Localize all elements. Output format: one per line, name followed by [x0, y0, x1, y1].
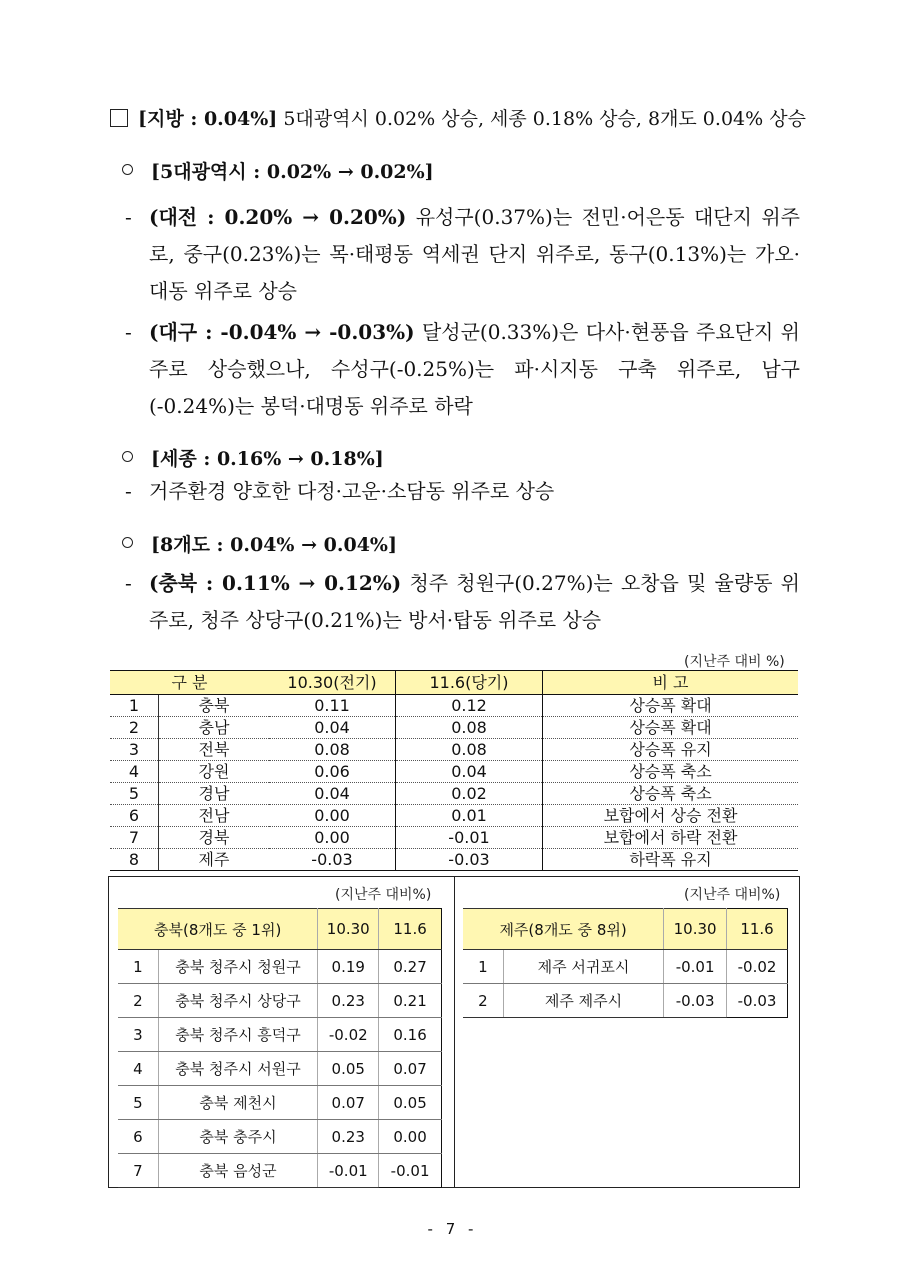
header-prev: 10.30 [318, 909, 379, 950]
table-cell: -0.03 [727, 984, 788, 1018]
table-cell: -0.02 [727, 950, 788, 984]
table-cell: 0.04 [396, 761, 543, 783]
daegu-head: (대구 : -0.04% → -0.03%) [149, 320, 415, 344]
table-cell: -0.03 [396, 849, 543, 871]
table-cell: 보합에서 하락 전환 [543, 827, 799, 849]
table-cell: 1 [110, 695, 159, 717]
chungbuk-paragraph [125, 565, 800, 639]
table-cell: 0.05 [318, 1052, 379, 1086]
table-row [118, 1154, 442, 1188]
table-row [110, 761, 798, 783]
table-row [110, 739, 798, 761]
table-cell: 2 [118, 984, 158, 1018]
table-cell: 6 [110, 805, 159, 827]
dash-bullet: - [125, 320, 132, 344]
table-cell: -0.01 [396, 827, 543, 849]
table-cell: 0.07 [318, 1086, 379, 1120]
table-cell: 7 [118, 1154, 158, 1188]
header-prev: 10.30(전기) [269, 671, 396, 695]
header-region: 충북(8개도 중 1위) [118, 909, 318, 950]
table-cell: 경북 [159, 827, 270, 849]
checkbox-square-icon [110, 109, 128, 127]
table-cell: 0.23 [318, 1120, 379, 1154]
table-cell: 0.06 [269, 761, 396, 783]
table-row [118, 1086, 442, 1120]
table-header-row [118, 909, 442, 950]
sejong-header [122, 444, 384, 471]
table-cell: -0.01 [664, 950, 727, 984]
daejeon-text: 유성구(0.37%)는 전민·어은동 대단지 위주로, 중구(0.23%)는 목·태평동 역세권 단지 위주로, 동구(0.13%)는 가오·대동 위주로 상승 [149, 205, 800, 303]
table-cell: 5 [118, 1086, 158, 1120]
divider [454, 876, 455, 1187]
header-current: 11.6(당기) [396, 671, 543, 695]
table-cell: 2 [463, 984, 503, 1018]
table-cell: 제주 [159, 849, 270, 871]
table-cell: 0.27 [379, 950, 442, 984]
table-cell: 6 [118, 1120, 158, 1154]
table-cell: 충북 청주시 청원구 [158, 950, 318, 984]
table-cell: 제주 서귀포시 [503, 950, 663, 984]
table-row [110, 783, 798, 805]
table-cell: 2 [110, 717, 159, 739]
table-cell: 상승폭 확대 [543, 695, 799, 717]
table-cell: 0.01 [396, 805, 543, 827]
header-note: 비 고 [543, 671, 799, 695]
table-row [118, 1120, 442, 1154]
table-cell: 충북 음성군 [158, 1154, 318, 1188]
header-prev: 10.30 [664, 909, 727, 950]
table-row [118, 1018, 442, 1052]
table-cell: 전북 [159, 739, 270, 761]
provinces-header [122, 530, 397, 557]
table-cell: -0.01 [379, 1154, 442, 1188]
table-cell: 0.23 [318, 984, 379, 1018]
sejong-header-text: [세종 : 0.16% → 0.18%] [151, 448, 384, 470]
table-cell: 0.07 [379, 1052, 442, 1086]
table-cell: 4 [110, 761, 159, 783]
dash-bullet: - [125, 205, 132, 229]
table-cell: 충북 제천시 [158, 1086, 318, 1120]
table-cell: 충북 청주시 서원구 [158, 1052, 318, 1086]
table-cell: 0.04 [269, 783, 396, 805]
table-cell: 0.02 [396, 783, 543, 805]
table-cell: 7 [110, 827, 159, 849]
daejeon-paragraph [125, 199, 800, 310]
table-cell: 3 [110, 739, 159, 761]
sejong-paragraph [125, 473, 800, 510]
table-left-unit: (지난주 대비%) [335, 887, 432, 903]
dash-bullet: - [125, 571, 132, 595]
header-category: 구 분 [110, 671, 269, 695]
table-cell: 0.12 [396, 695, 543, 717]
table-row [110, 827, 798, 849]
chungbuk-detail-table [118, 908, 442, 1188]
table-cell: 0.04 [269, 717, 396, 739]
table-cell: 하락폭 유지 [543, 849, 799, 871]
table-cell: 전남 [159, 805, 270, 827]
table-cell: 충북 충주시 [158, 1120, 318, 1154]
daegu-paragraph [125, 314, 800, 425]
table-cell: -0.02 [318, 1018, 379, 1052]
jeju-detail-table [463, 908, 788, 1018]
table-row [463, 950, 788, 984]
table-right-unit: (지난주 대비%) [684, 887, 781, 903]
provinces-header-text: [8개도 : 0.04% → 0.04%] [151, 534, 397, 556]
table-row [110, 805, 798, 827]
bullet-circle-icon [122, 451, 133, 462]
chungbuk-head: (충북 : 0.11% → 0.12%) [149, 571, 402, 595]
table-cell: 3 [118, 1018, 158, 1052]
table-row [110, 849, 798, 871]
table-cell: -0.03 [664, 984, 727, 1018]
table-cell: 충남 [159, 717, 270, 739]
table-cell: 상승폭 축소 [543, 761, 799, 783]
table-cell: 상승폭 유지 [543, 739, 799, 761]
table-cell: 0.00 [269, 805, 396, 827]
bullet-circle-icon [122, 164, 133, 175]
sejong-text: 거주환경 양호한 다정·고운·소담동 위주로 상승 [149, 479, 555, 503]
table-cell: 8 [110, 849, 159, 871]
section-heading-text: 5대광역시 0.02% 상승, 세종 0.18% 상승, 8개도 0.04% 상승 [283, 108, 806, 130]
table1-unit: (지난주 대비 %) [684, 654, 785, 670]
province-summary-table [110, 670, 798, 871]
table-cell: 1 [463, 950, 503, 984]
table-cell: 제주 제주시 [503, 984, 663, 1018]
table-cell: 강원 [159, 761, 270, 783]
daejeon-head: (대전 : 0.20% → 0.20%) [149, 205, 407, 229]
table-cell: 0.00 [269, 827, 396, 849]
table-cell: 5 [110, 783, 159, 805]
metro-header-text: [5대광역시 : 0.02% → 0.02%] [151, 161, 434, 183]
table-cell: 0.00 [379, 1120, 442, 1154]
section-heading [110, 104, 806, 131]
header-current: 11.6 [727, 909, 788, 950]
table-cell: 상승폭 축소 [543, 783, 799, 805]
metro-header [122, 157, 434, 184]
table-cell: 4 [118, 1052, 158, 1086]
table-cell: 1 [118, 950, 158, 984]
page-number: - 7 - [427, 1220, 478, 1238]
header-region: 제주(8개도 중 8위) [463, 909, 664, 950]
table-cell: 0.08 [269, 739, 396, 761]
chungbuk-text: 청주 청원구(0.27%)는 오창읍 및 율량동 위주로, 청주 상당구(0.21%)는 방서·탑동 위주로 상승 [149, 571, 800, 632]
table-row [118, 984, 442, 1018]
table-cell: 0.08 [396, 717, 543, 739]
table-cell: 충북 청주시 상당구 [158, 984, 318, 1018]
section-heading-label: [지방 : 0.04%] [138, 108, 278, 130]
table-row [110, 717, 798, 739]
table-row [118, 950, 442, 984]
table-header-row [110, 671, 798, 695]
table-cell: 0.16 [379, 1018, 442, 1052]
table-row [118, 1052, 442, 1086]
table-cell: -0.01 [318, 1154, 379, 1188]
table-cell: 0.21 [379, 984, 442, 1018]
table-cell: 0.05 [379, 1086, 442, 1120]
table-row [463, 984, 788, 1018]
dash-bullet: - [125, 479, 132, 503]
table-cell: 보합에서 상승 전환 [543, 805, 799, 827]
table-cell: 충북 청주시 흥덕구 [158, 1018, 318, 1052]
table-cell: 상승폭 확대 [543, 717, 799, 739]
table-cell: -0.03 [269, 849, 396, 871]
table-cell: 0.11 [269, 695, 396, 717]
table-header-row [463, 909, 788, 950]
daegu-text: 달성군(0.33%)은 다사·현풍읍 주요단지 위주로 상승했으나, 수성구(-0.25%)는 파·시지동 구축 위주로, 남구(-0.24%)는 봉덕·대명동 위주로 하락 [149, 320, 800, 418]
table-cell: 경남 [159, 783, 270, 805]
table-row [110, 695, 798, 717]
table-cell: 0.19 [318, 950, 379, 984]
table-cell: 0.08 [396, 739, 543, 761]
table-cell: 충북 [159, 695, 270, 717]
bullet-circle-icon [122, 537, 133, 548]
header-current: 11.6 [379, 909, 442, 950]
